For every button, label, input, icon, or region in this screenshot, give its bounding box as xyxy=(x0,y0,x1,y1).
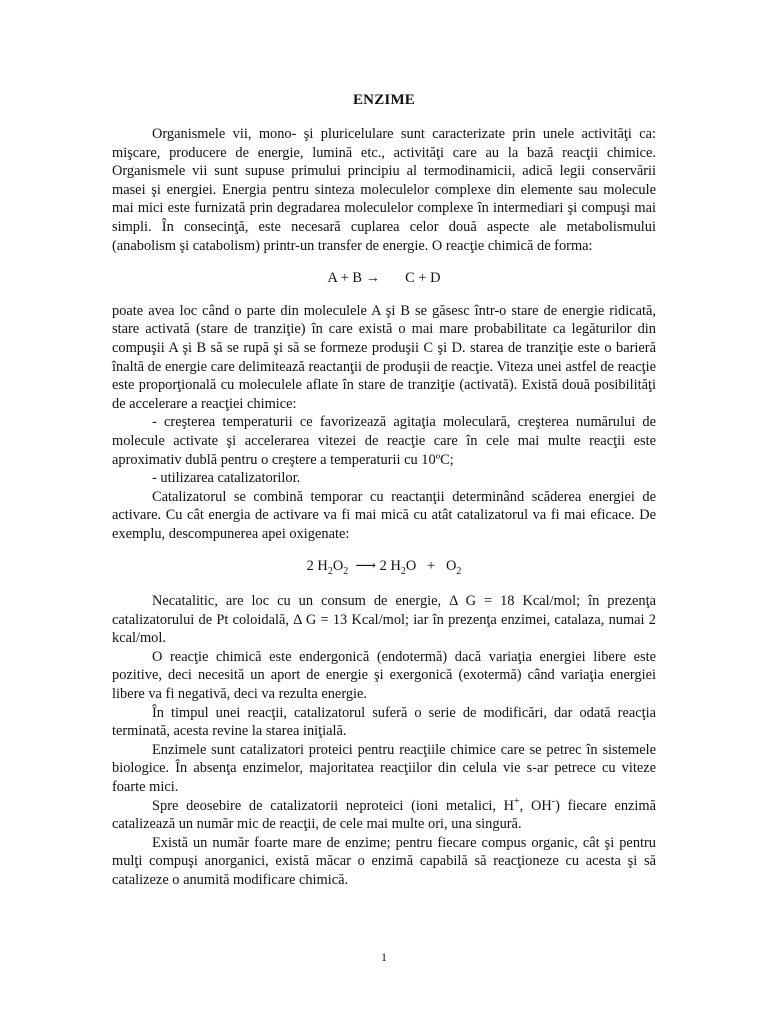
paragraph-catalyst: Catalizatorul se combină temporar cu reactanţii determinând scăderea energiei de activare. Cu cât energia de activare va fi mai mică cu atât catalizatorul va fi mai eficace. De exemplu, descompunerea apei oxigenate: xyxy=(112,488,656,542)
paragraph-difference xyxy=(112,797,656,834)
paragraph-enzymes: Enzimele sunt catalizatori proteici pentru reacţiile chimice care se petrec în sistemele biologice. În absenţa enzimelor, majoritatea reacţiilor din celula vie s-ar petrece cu viteze foarte mici. xyxy=(112,741,656,795)
equation-peroxide xyxy=(112,557,656,576)
eq2-part: 2 H xyxy=(306,558,328,575)
bullet-catalysts: - utilizarea catalizatorilor. xyxy=(152,470,301,487)
eq2-sub: 2 xyxy=(343,566,349,578)
eq2-part: O + O xyxy=(405,558,457,575)
bullet-temperature: - creşterea temperaturii ce favorizează agitaţia moleculară, creşterea numărului de molecule activate şi accelerarea vitezei de reacţie care în cele mai multe reacţii este aproximativ dublă pentru o creştere a temperaturii cu 10ºC; xyxy=(112,414,656,468)
eq2-arrow: ⟶ 2 H xyxy=(348,558,401,575)
text-run: Spre deosebire de catalizatorii neproteici (ioni metalici, H xyxy=(152,797,515,814)
paragraph-activation: poate avea loc când o parte din moleculele A şi B se găsesc într-o stare de energie ridicată, stare activată (stare de tranziţie) în care există o mai mare probabilitate ca legăturilor din compuşii A şi B să se rupă şi să se formeze produşii C şi D. starea de tranziţie este o barieră înaltă de energie care delimitează reactanţii de produşii de reacţie. Viteza unei astfel de reacţie este proporţională cu moleculele aflate în stare de tranziţie (activată). Există două posibilităţi de accelerare a reacţiei chimice: xyxy=(112,302,656,412)
paragraph-noncatalytic: Necatalitic, are loc cu un consum de energie, Δ G = 18 Kcal/mol; în prezenţa catalizatorului de Pt coloidală, Δ G = 13 Kcal/mol; iar în prezenţa enzimei, catalaza, numai 2 kcal/mol. xyxy=(112,593,656,647)
paragraph-many-enzymes: Există un număr foarte mare de enzime; pentru fiecare compus organic, cât şi pentru mulţi compuşi anorganici, există măcar o enzimă capabilă să reacţioneze cu acesta şi să catalizeze o anumită modificare chimică. xyxy=(112,834,656,888)
text-run: ) fiecare enzimă catalizează un număr mic de reacţii, de cele mai multe ori, una singură. xyxy=(112,797,656,833)
equation-reaction: A + B → C + D xyxy=(327,270,441,287)
paragraph-intro: Organismele vii, mono- şi pluricelulare sunt caracterizate prin unele activităţi ca: mişcare, producere de energie, lumină etc., activităţi care au la bază reacţii chimice. Organismele vii sunt supuse primului principiu al termodinamicii, adică legii conservării masei şi energiei. Energia pentru sinteza moleculelor complexe din elemente sau molecule mai mici este furnizată prin degradarea moleculelor complexe în intermediari şi compuşi mai simpli. În consecinţă, este necesară cuplarea celor două aspecte ale metabolismului (anabolism şi catabolism) printr-un transfer de energie. O reacţie chimică de forma: xyxy=(112,126,656,254)
eq2-sub: 2 xyxy=(400,566,406,578)
document-title: ENZIME xyxy=(352,92,416,108)
text-run: , OH xyxy=(519,797,552,814)
page-number: 1 xyxy=(381,950,387,964)
paragraph-during-reaction: În timpul unei reacţii, catalizatorul suferă o serie de modificări, dar odată reacţia terminată, acesta revine la starea iniţială. xyxy=(112,704,656,740)
eq2-sub: 2 xyxy=(327,566,333,578)
superscript: + xyxy=(514,795,520,807)
paragraph-endergonic: O reacţie chimică este endergonică (endotermă) dacă variaţia energiei libere este pozitive, deci necesită un aport de energie şi exergonică (exotermă) când variaţia energiei libere va fi negativă, deci va rezulta energie. xyxy=(112,648,656,703)
superscript: - xyxy=(551,795,556,807)
eq2-sub: 2 xyxy=(456,566,462,578)
eq2-part: O xyxy=(332,558,344,575)
